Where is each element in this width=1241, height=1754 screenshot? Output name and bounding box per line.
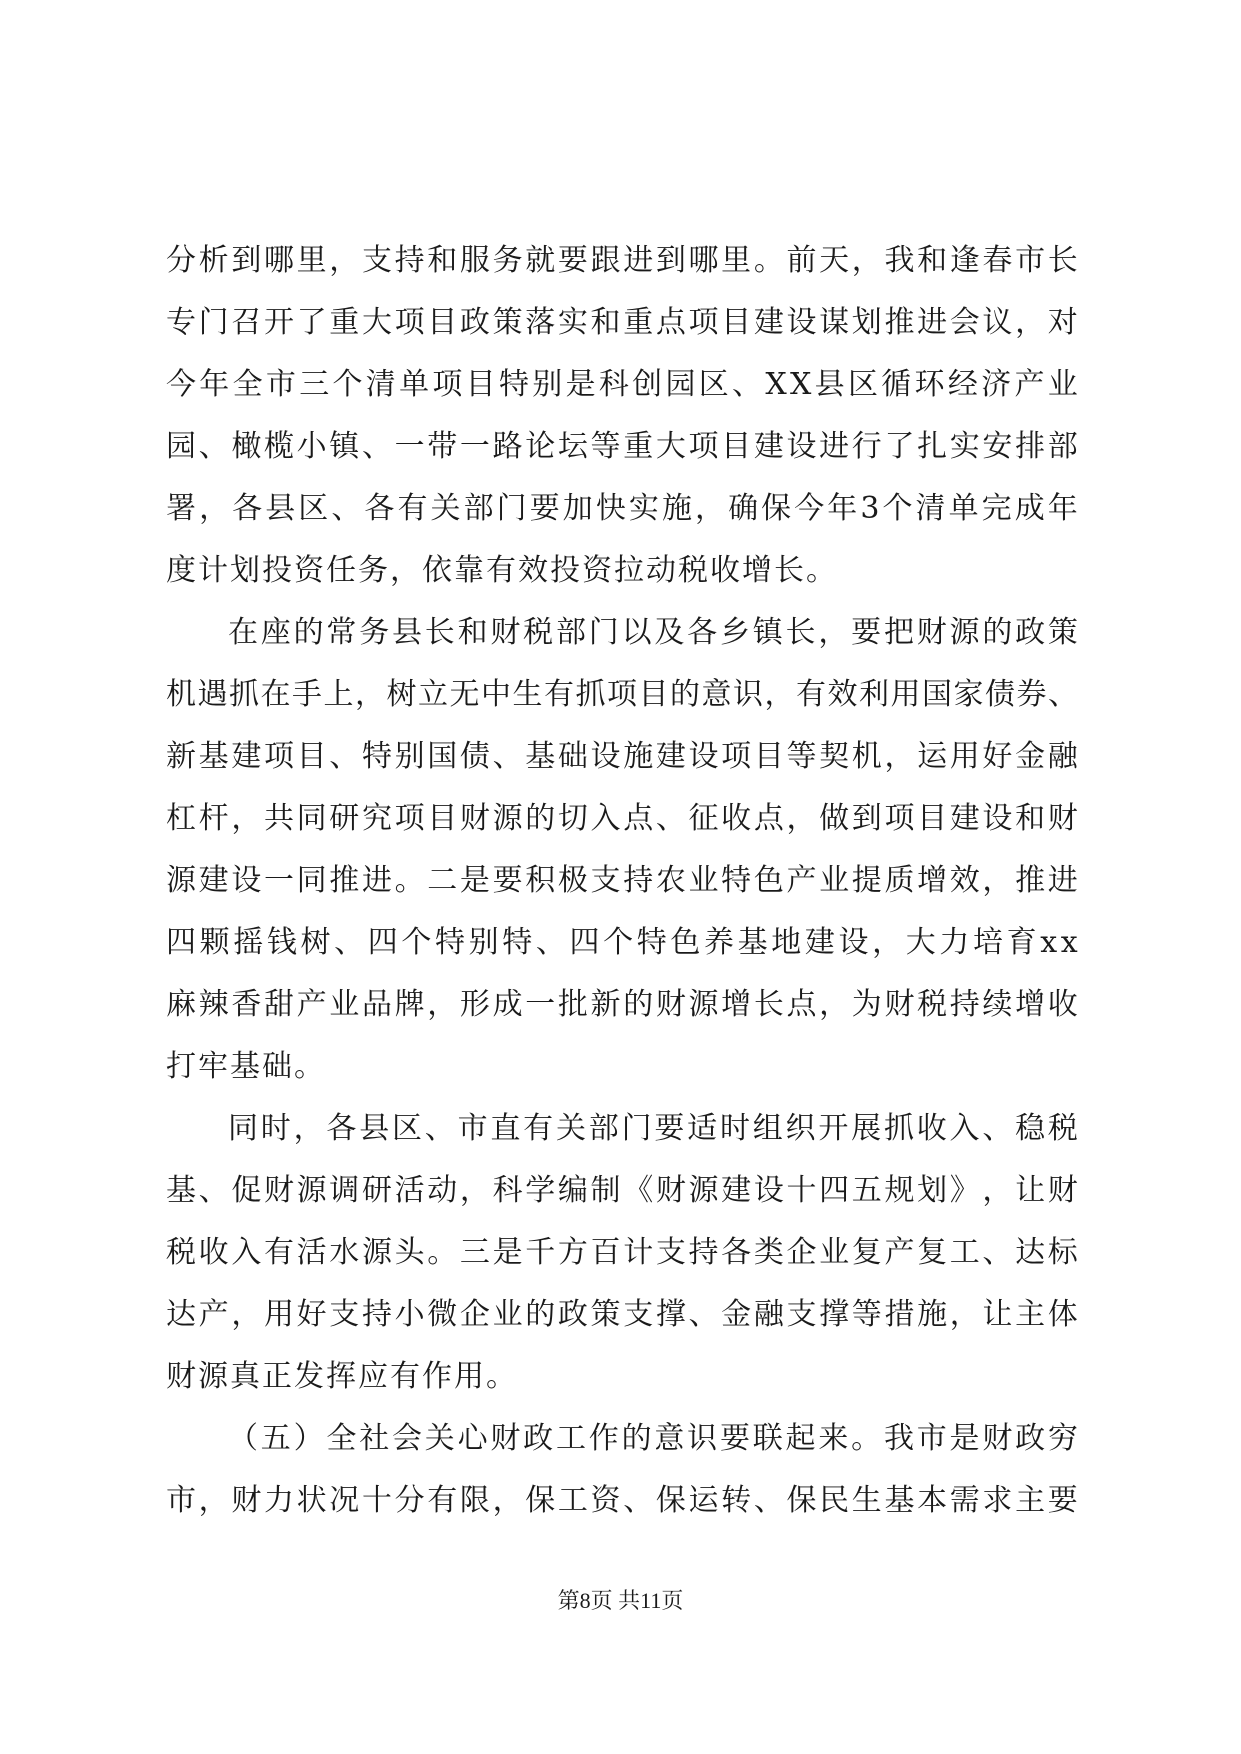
text-line: 分 析 到 哪 里 ， 支 持 和 服 务 就 要 跟 进 到 哪 里 。 前 天 ， 我 和 逢 春 市 长 xyxy=(166,243,1078,278)
text-line: 税 收 入 有 活 水 源 头 。 三 是 千 方 百 计 支 持 各 类 企 业 复 产 复 工 、 达 标 xyxy=(166,1235,1078,1270)
text-line: 同 时 ， 各 县 区 、 市 直 有 关 部 门 要 适 时 组 织 开 展 抓 收 入 、 稳 税 xyxy=(228,1111,1078,1146)
text-line: 新 基 建 项 目 、 特 别 国 债 、 基 础 设 施 建 设 项 目 等 契 机 ， 运 用 好 金 融 xyxy=(166,739,1078,774)
text-line: 园 、 橄 榄 小 镇 、 一 带 一 路 论 坛 等 重 大 项 目 建 设 进 行 了 扎 实 安 排 部 xyxy=(166,429,1078,464)
text-line: 度计划投资任务，依靠有效投资拉动税收增长。 xyxy=(166,553,838,588)
text-line: 机 遇 抓 在 手 上 ， 树 立 无 中 生 有 抓 项 目 的 意 识 ， 有 效 利 用 国 家 债 券 、 xyxy=(166,677,1078,712)
text-line: 基 、 促 财 源 调 研 活 动 ， 科 学 编 制 《 财 源 建 设 十 四 五 规 划 》 ， 让 财 xyxy=(166,1173,1078,1208)
text-line: 今 年 全 市 三 个 清 单 项 目 特 别 是 科 创 园 区 、 X X 县 区 循 环 经 济 产 业 xyxy=(166,367,1078,402)
text-line: 达 产 ， 用 好 支 持 小 微 企 业 的 政 策 支 撑 、 金 融 支 撑 等 措 施 ， 让 主 体 xyxy=(166,1297,1078,1332)
text-line: 专 门 召 开 了 重 大 项 目 政 策 落 实 和 重 点 项 目 建 设 谋 划 推 进 会 议 ， 对 xyxy=(166,305,1078,340)
document-body xyxy=(166,230,1078,1532)
text-line: 打牢基础。 xyxy=(166,1049,326,1084)
text-line: 四 颗 摇 钱 树 、 四 个 特 别 特 、 四 个 特 色 养 基 地 建 设 ， 大 力 培 育 x x xyxy=(166,925,1078,960)
text-line: 在 座 的 常 务 县 长 和 财 税 部 门 以 及 各 乡 镇 长 ， 要 把 财 源 的 政 策 xyxy=(228,615,1078,650)
text-line: 市 ， 财 力 状 况 十 分 有 限 ， 保 工 资 、 保 运 转 、 保 民 生 基 本 需 求 主 要 xyxy=(166,1483,1078,1518)
text-line: 财源真正发挥应有作用。 xyxy=(166,1359,518,1394)
text-line: 署 ， 各 县 区 、 各 有 关 部 门 要 加 快 实 施 ， 确 保 今 年 3 个 清 单 完 成 年 xyxy=(166,491,1078,526)
page-number-footer: 第8页 共11页 xyxy=(557,1588,684,1613)
text-line: 源 建 设 一 同 推 进 。 二 是 要 积 极 支 持 农 业 特 色 产 业 提 质 增 效 ， 推 进 xyxy=(166,863,1078,898)
text-line: （ 五 ） 全 社 会 关 心 财 政 工 作 的 意 识 要 联 起 来 。 我 市 是 财 政 穷 xyxy=(228,1421,1078,1456)
text-line: 麻 辣 香 甜 产 业 品 牌 ， 形 成 一 批 新 的 财 源 增 长 点 ， 为 财 税 持 续 增 收 xyxy=(166,987,1078,1022)
text-line: 杠 杆 ， 共 同 研 究 项 目 财 源 的 切 入 点 、 征 收 点 ， 做 到 项 目 建 设 和 财 xyxy=(166,801,1078,836)
